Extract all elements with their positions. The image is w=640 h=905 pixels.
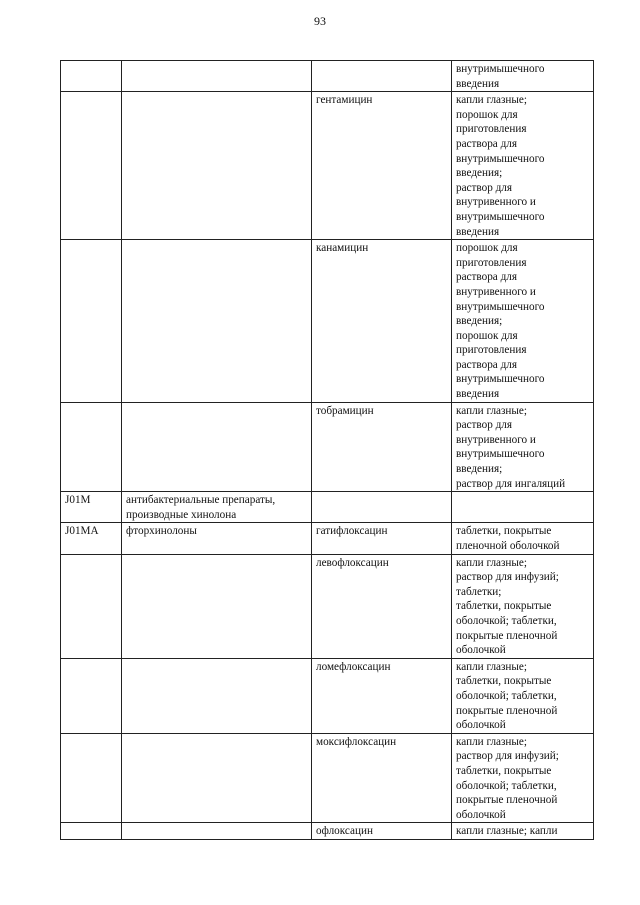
dosage-form-line: раствор для ингаляций (456, 477, 566, 490)
drug-table (60, 60, 594, 840)
dosage-form-cell (452, 240, 594, 403)
group-cell (122, 554, 312, 658)
dosage-form-line: оболочкой; таблетки, (456, 779, 557, 792)
drug-name-cell: канамицин (312, 240, 452, 403)
dosage-form-line: внутримышечного (456, 152, 545, 165)
dosage-form-line: внутримышечного (456, 300, 545, 313)
drug-name-cell: моксифлоксацин (312, 733, 452, 823)
drug-name-cell: гентамицин (312, 92, 452, 240)
dosage-form-line: раствора для (456, 271, 517, 284)
dosage-form-line: приготовления (456, 344, 527, 357)
dosage-form-line: приготовления (456, 123, 527, 136)
dosage-form-line: покрытые пленочной (456, 629, 558, 642)
drug-name-cell: гатифлоксацин (312, 523, 452, 554)
dosage-form-cell (452, 733, 594, 823)
dosage-form-line: внутривенного и (456, 196, 536, 209)
code-cell (61, 554, 122, 658)
dosage-form-line: внутривенного и (456, 285, 536, 298)
dosage-form-cell (452, 61, 594, 92)
dosage-form-line: внутримышечного (456, 210, 545, 223)
table-row (61, 523, 594, 554)
dosage-form-cell (452, 658, 594, 733)
table-row (61, 658, 594, 733)
table-row (61, 92, 594, 240)
code-cell (61, 658, 122, 733)
dosage-form-line: введения; (456, 167, 503, 180)
group-cell (122, 733, 312, 823)
dosage-form-line: оболочкой (456, 719, 506, 732)
code-cell: J01MA (61, 523, 122, 554)
dosage-form-line: раствор для (456, 181, 513, 194)
group-cell: антибактериальные препараты, производные хинолона (122, 492, 312, 523)
group-cell (122, 823, 312, 840)
table-row (61, 823, 594, 840)
table-row (61, 492, 594, 523)
dosage-form-line: капли глазные; (456, 94, 528, 107)
dosage-form-line: порошок для (456, 108, 518, 121)
dosage-form-line: раствора для (456, 137, 517, 150)
dosage-form-line: таблетки; (456, 585, 502, 598)
dosage-form-line: таблетки, покрытые (456, 525, 552, 538)
dosage-form-line: пленочной оболочкой (456, 540, 560, 552)
drug-name-cell (312, 61, 452, 92)
code-cell (61, 402, 122, 492)
dosage-form-line: капли глазные; капли (456, 825, 558, 838)
dosage-form-line: введения; (456, 315, 503, 328)
dosage-form-line: раствора для (456, 358, 517, 371)
dosage-form-line: внутривенного и (456, 433, 536, 446)
dosage-form-line: введения; (456, 463, 503, 476)
dosage-form-line: внутримышечного (456, 448, 545, 461)
drug-name-cell: тобрамицин (312, 402, 452, 492)
dosage-form-line: оболочкой; таблетки, (456, 614, 557, 627)
dosage-form-line: раствор для инфузий; (456, 571, 559, 584)
dosage-form-line: раствор для инфузий; (456, 750, 559, 763)
dosage-form-line: внутримышечного (456, 63, 545, 75)
dosage-form-line: введения (456, 388, 500, 401)
code-cell (61, 240, 122, 403)
dosage-form-cell (452, 554, 594, 658)
dosage-form-line: капли глазные; (456, 556, 528, 569)
group-cell (122, 240, 312, 403)
dosage-form-cell (452, 92, 594, 240)
table-body (61, 61, 594, 840)
page-number: 93 (314, 14, 326, 28)
dosage-form-line: порошок для (456, 329, 518, 342)
group-cell (122, 402, 312, 492)
code-cell (61, 92, 122, 240)
drug-name-cell: офлоксацин (312, 823, 452, 840)
dosage-form-cell (452, 402, 594, 492)
dosage-form-line: порошок для (456, 242, 518, 255)
dosage-form-line: раствор для (456, 419, 513, 432)
drug-name-cell (312, 492, 452, 523)
dosage-form-line: оболочкой; таблетки, (456, 689, 557, 702)
dosage-form-cell (452, 823, 594, 840)
table-row (61, 240, 594, 403)
code-cell (61, 733, 122, 823)
code-cell (61, 61, 122, 92)
table-row (61, 733, 594, 823)
group-cell (122, 61, 312, 92)
drug-name-cell: левофлоксацин (312, 554, 452, 658)
dosage-form-line: введения (456, 225, 500, 238)
table-row (61, 402, 594, 492)
dosage-form-line: покрытые пленочной (456, 704, 558, 717)
dosage-form-line: капли глазные; (456, 660, 528, 673)
dosage-form-line: приготовления (456, 256, 527, 269)
table-row (61, 61, 594, 92)
dosage-form-line: капли глазные; (456, 404, 528, 417)
dosage-form-line: внутримышечного (456, 373, 545, 386)
group-cell: фторхинолоны (122, 523, 312, 554)
group-cell (122, 658, 312, 733)
code-cell (61, 823, 122, 840)
dosage-form-line: капли глазные; (456, 735, 528, 748)
dosage-form-line: таблетки, покрытые (456, 764, 552, 777)
code-cell: J01M (61, 492, 122, 523)
dosage-form-line: введения (456, 77, 500, 90)
group-cell (122, 92, 312, 240)
dosage-form-line: таблетки, покрытые (456, 675, 552, 688)
dosage-form-line: покрытые пленочной (456, 794, 558, 807)
dosage-form-line: таблетки, покрытые (456, 600, 552, 613)
drug-name-cell: ломефлоксацин (312, 658, 452, 733)
dosage-form-line: оболочкой (456, 808, 506, 821)
table-row (61, 554, 594, 658)
dosage-form-cell (452, 492, 594, 523)
dosage-form-cell (452, 523, 594, 554)
dosage-form-line: оболочкой (456, 644, 506, 657)
